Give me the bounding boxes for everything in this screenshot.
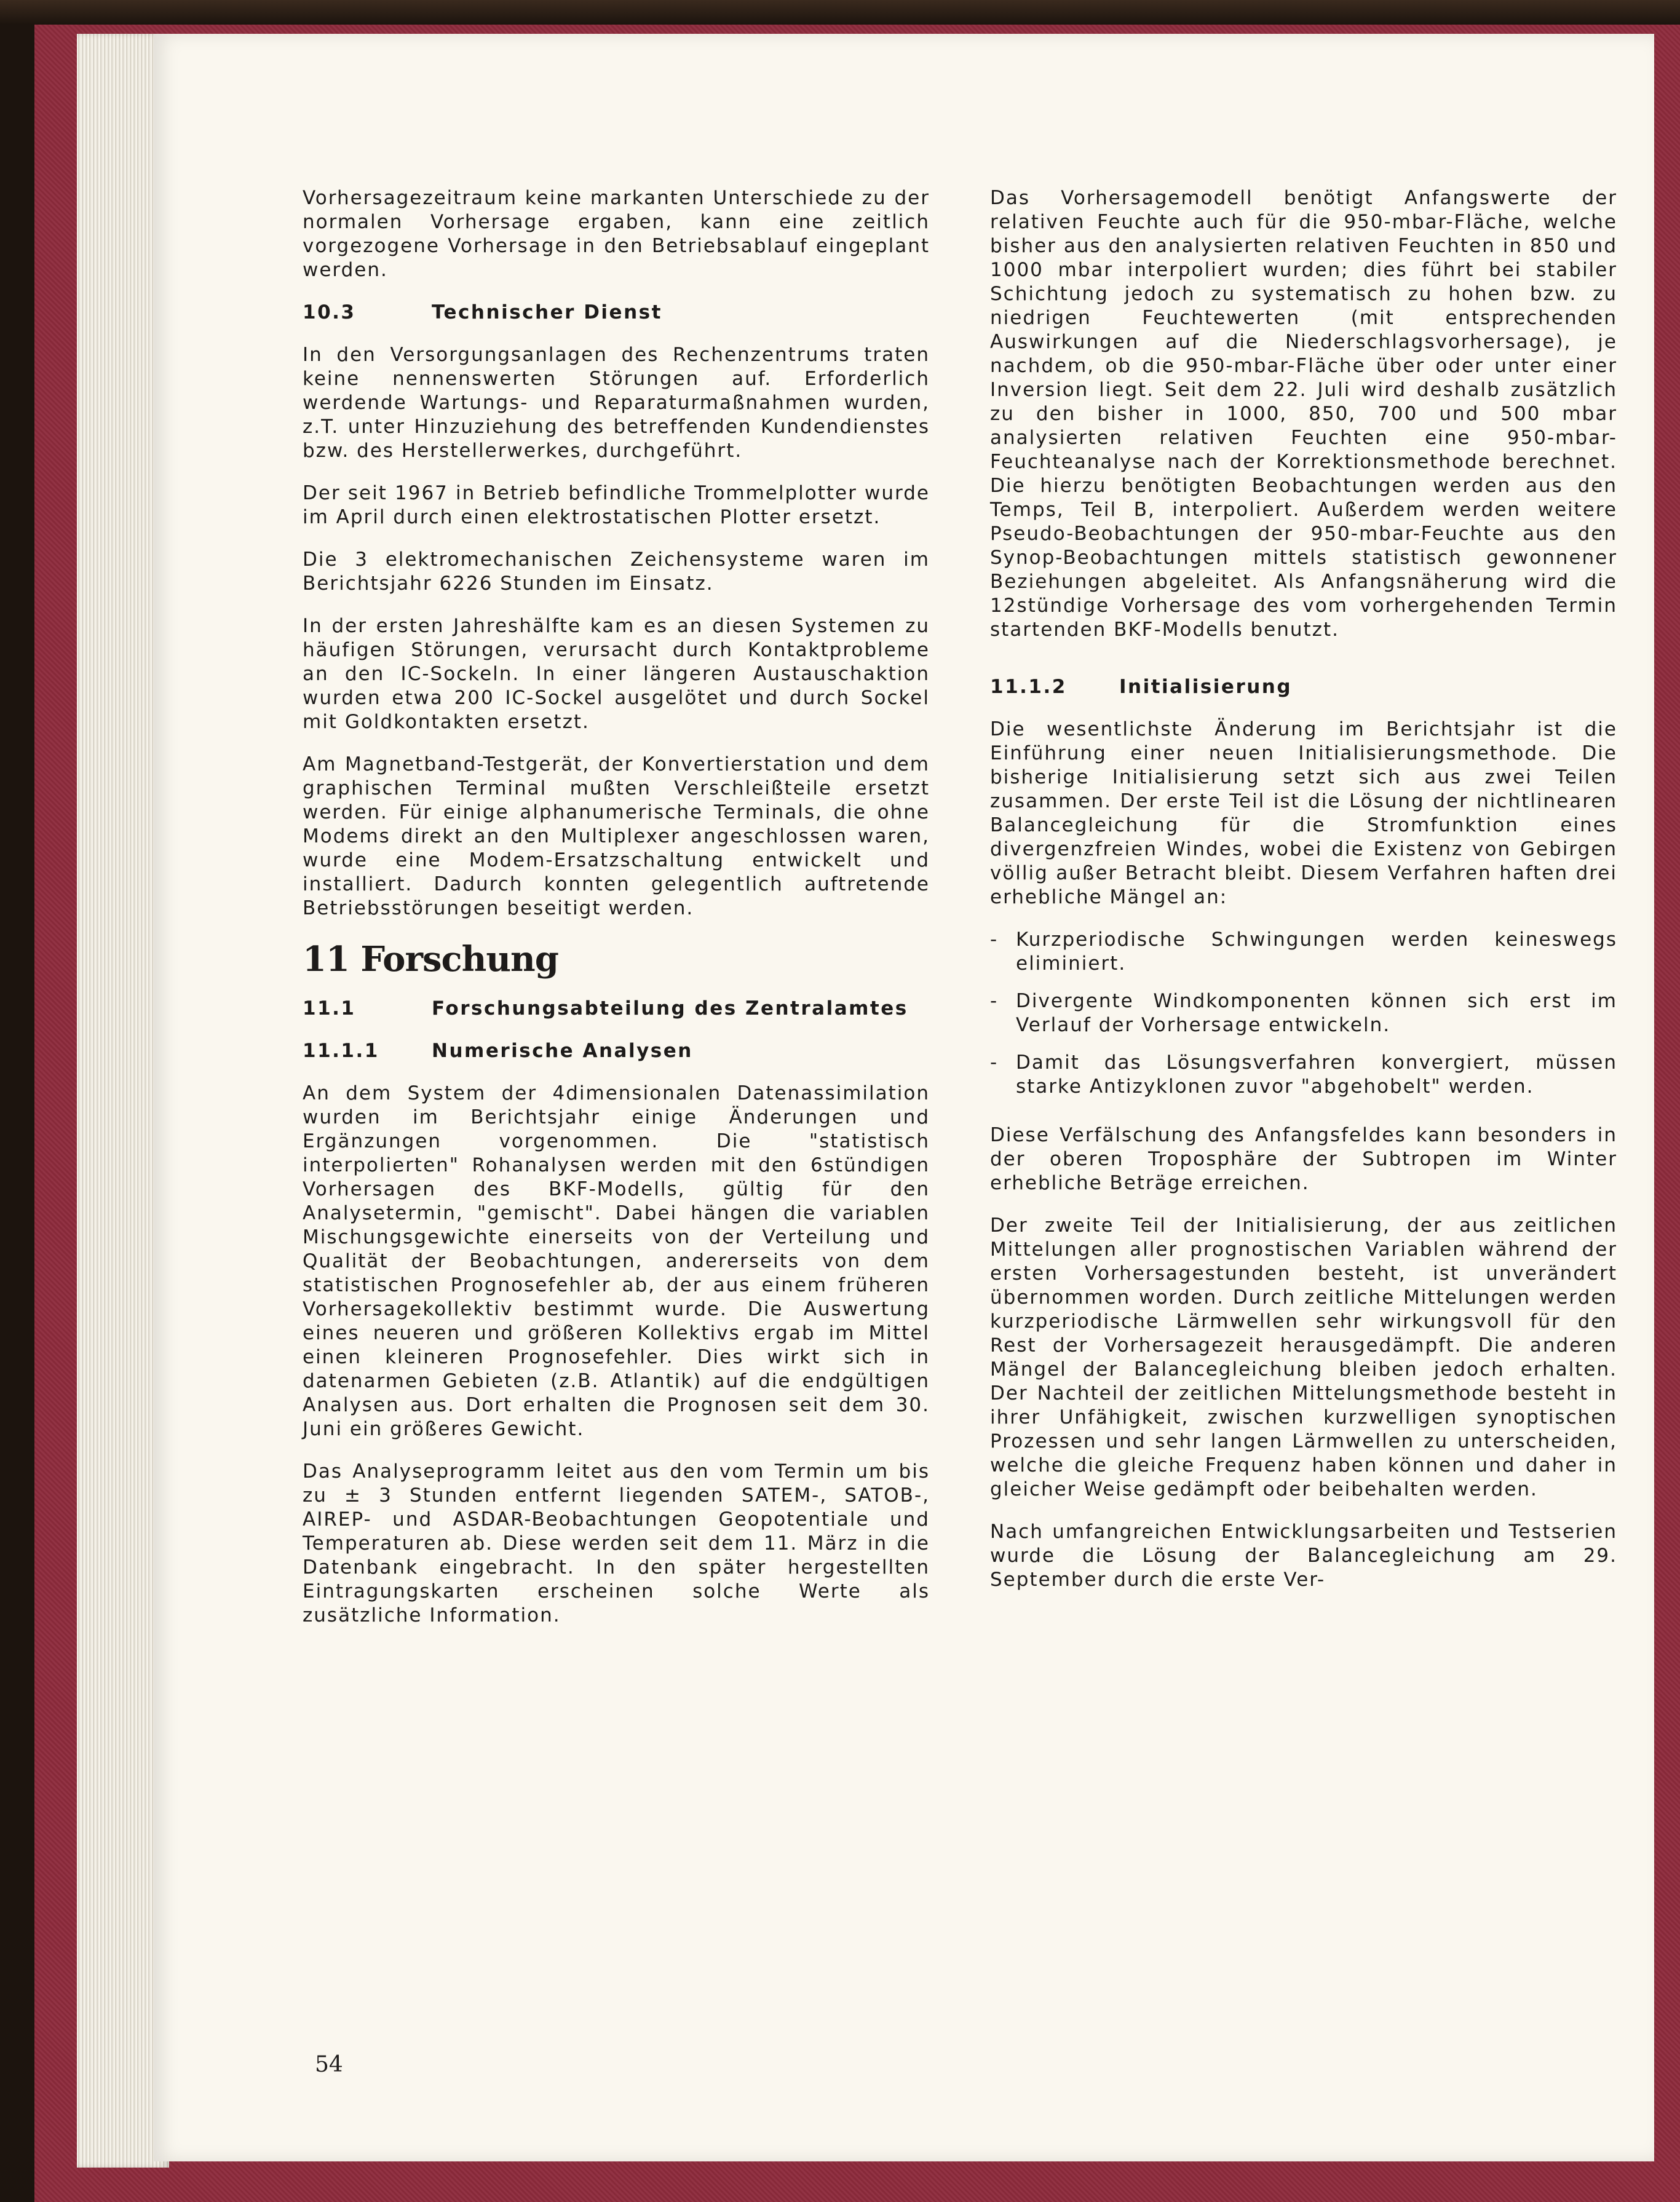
- section-title: Technischer Dienst: [432, 301, 662, 323]
- scan-background: [0, 0, 1680, 25]
- left-column: [303, 186, 930, 1646]
- page-number: 54: [315, 2052, 343, 2077]
- section-title: Forschungsabteilung des Zentralamtes: [432, 997, 908, 1020]
- paragraph: Das Analyseprogramm leitet aus den vom Termin um bis zu ± 3 Stunden entfernt liegenden SATEM-, SATOB-, AIREP- und ASDAR-Beobachtungen Geopotentiale und Temperaturen ab. Diese werden seit dem 11. März in die Datenbank eingebracht. In den später hergestellten Eintragungskarten erscheinen solche Werte als zusätzliche Information.: [303, 1460, 930, 1626]
- paragraph: Die wesentlichste Änderung im Berichtsjahr ist die Einführung einer neuen Initialisierungsmethode. Die bisherige Initialisierung setzt sich aus zwei Teilen zusammen. Der erste Teil ist die Lösung der nichtlinearen Balancegleichung für die Stromfunktion eines divergenzfreien Windes, wobei die Existenz von Gebirgen völlig außer Betracht bleibt. Diesem Verfahren haften drei erhebliche Mängel an:: [990, 718, 1617, 908]
- bullet-dash: -: [990, 929, 999, 951]
- section-heading-11-1: [303, 997, 930, 1021]
- paragraph: Der zweite Teil der Initialisierung, der aus zeitlichen Mittelungen aller prognostischen Variablen während der ersten Vorhersagestunden besteht, ist unverändert übernommen worden. Durch zeitliche Mittelungen werden kurzperiodische Lärmwellen sehr wirkungsvoll für den Rest der Vorhersagezeit herausgedämpft. Die anderen Mängel der Balancegleichung bleiben jedoch erhalten. Der Nachteil der zeitlichen Mittelungsmethode besteht in ihrer Unfähigkeit, zwischen kurzwelligen synoptischen Prozessen und sehr langen Lärmwellen zu unterscheiden, welche die gleiche Frequenz haben können und daher in gleicher Weise gedämpft oder beibehalten werden.: [990, 1214, 1617, 1500]
- bullet-dash: -: [990, 1051, 999, 1074]
- paragraph: Am Magnetband-Testgerät, der Konvertierstation und dem graphischen Terminal mußten Verschleißteile ersetzt werden. Für einige alphanumerische Terminals, die ohne Modems direkt an den Multiplexer angeschlossen waren, wurde eine Modem-Ersatzschaltung entwickelt und installiert. Dadurch konnten gelegentlich auftretende Betriebsstörungen beseitigt werden.: [303, 753, 930, 919]
- section-title: Initialisierung: [1119, 676, 1293, 698]
- paragraph: An dem System der 4dimensionalen Datenassimilation wurden im Berichtsjahr einige Änderungen und Ergänzungen vorgenommen. Die "statistisch interpolierten" Rohanalysen werden mit den 6stündigen Vorhersagen des BKF-Modells, gültig für den Analysetermin, "gemischt". Dabei hängen die variablen Mischungsgewichte einerseits von der Verteilung und Qualität der Beobachtungen, andererseits von dem statistischen Prognosefehler ab, der aus einem früheren Vorhersagekollektiv bestimmt wurde. Die Auswertung eines neueren und größeren Kollektivs ergab im Mittel einen kleineren Prognosefehler. Dies wirkt sich in datenarmen Gebieten (z.B. Atlantik) auf die endgültigen Analysen aus. Dort erhalten die Prognosen seit dem 30. Juni ein größeres Gewicht.: [303, 1082, 930, 1440]
- paragraph: Die 3 elektromechanischen Zeichensysteme waren im Berichtsjahr 6226 Stunden im Einsatz.: [303, 549, 930, 595]
- section-heading-10-3: [303, 301, 930, 325]
- book-page: [154, 34, 1654, 2161]
- section-number: 11.1.2: [990, 676, 1067, 698]
- bullet-list: [990, 928, 1617, 1099]
- section-number: 10.3: [303, 301, 356, 323]
- paragraph: In den Versorgungsanlagen des Rechenzentrums traten keine nennenswerten Störungen auf. Erforderlich werdende Wartungs- und Reparaturmaßnahmen wurden, z.T. unter Hinzuziehung des betreffenden Kundendienstes bzw. des Herstellerwerkes, durchgeführt.: [303, 344, 930, 462]
- list-item: [990, 1051, 1617, 1099]
- section-number: 11.1: [303, 997, 356, 1020]
- list-item: [990, 928, 1617, 976]
- paragraph: Nach umfangreichen Entwicklungsarbeiten und Testserien wurde die Lösung der Balancegleichung am 29. September durch die erste Ver-: [990, 1521, 1617, 1591]
- paragraph: In der ersten Jahreshälfte kam es an diesen Systemen zu häufigen Störungen, verursacht durch Kontaktprobleme an den IC-Sockeln. In einer längeren Austauschaktion wurden etwa 200 IC-Sockel ausgelötet und durch Sockel mit Goldkontakten ersetzt.: [303, 615, 930, 733]
- list-item-text: Kurzperiodische Schwingungen werden keineswegs eliminiert.: [1016, 929, 1617, 975]
- list-item-text: Divergente Windkomponenten können sich erst im Verlauf der Vorhersage entwickeln.: [1016, 990, 1617, 1036]
- paragraph: Das Vorhersagemodell benötigt Anfangswerte der relativen Feuchte auch für die 950-mbar-Fläche, welche bisher aus den analysierten relativen Feuchten in 850 und 1000 mbar interpoliert wurden; dies führt bei stabiler Schichtung jedoch zu systematisch zu hohen bzw. zu niedrigen Feuchtewerten (mit entsprechenden Auswirkungen auf die Niederschlagsvorhersage), je nachdem, ob die 950-mbar-Fläche über oder unter einer Inversion liegt. Seit dem 22. Juli wird deshalb zusätzlich zu den bisher in 1000, 850, 700 und 500 mbar analysierten relativen Feuchten eine 950-mbar-Feuchteanalyse nach der Korrektionsmethode berechnet. Die hierzu benötigten Beobachtungen werden aus den Temps, Teil B, interpoliert. Außerdem werden weitere Pseudo-Beobachtungen der 950-mbar-Feuchte aus den Synop-Beobachtungen mittels statistisch gewonnener Beziehungen abgeleitet. Als Anfangsnäherung wird die 12stündige Vorhersage des vom vorhergehenden Termin startenden BKF-Modells benutzt.: [990, 187, 1617, 641]
- section-heading-11-1-1: [303, 1039, 930, 1063]
- section-number: 11.1.1: [303, 1040, 379, 1062]
- spacer: [990, 660, 1617, 675]
- chapter-title: 11 Forschung: [303, 939, 558, 980]
- paragraph: Der seit 1967 in Betrieb befindliche Trommelplotter wurde im April durch einen elektrostatischen Plotter ersetzt.: [303, 482, 930, 528]
- list-item-text: Damit das Lösungsverfahren konvergiert, müssen starke Antizyklonen zuvor "abgehobelt" werden.: [1016, 1051, 1617, 1098]
- section-title: Numerische Analysen: [432, 1040, 693, 1062]
- paragraph-intro: Vorhersagezeitraum keine markanten Unterschiede zu der normalen Vorhersage ergaben, kann eine zeitlich vorgezogene Vorhersage in den Betriebsablauf eingeplant werden.: [303, 187, 930, 281]
- right-column: [990, 186, 1617, 1610]
- list-item: [990, 989, 1617, 1037]
- paragraph: Diese Verfälschung des Anfangsfeldes kann besonders in der oberen Troposphäre der Subtropen im Winter erhebliche Beträge erreichen.: [990, 1124, 1617, 1194]
- bullet-dash: -: [990, 990, 999, 1012]
- section-heading-11-1-2: [990, 675, 1617, 699]
